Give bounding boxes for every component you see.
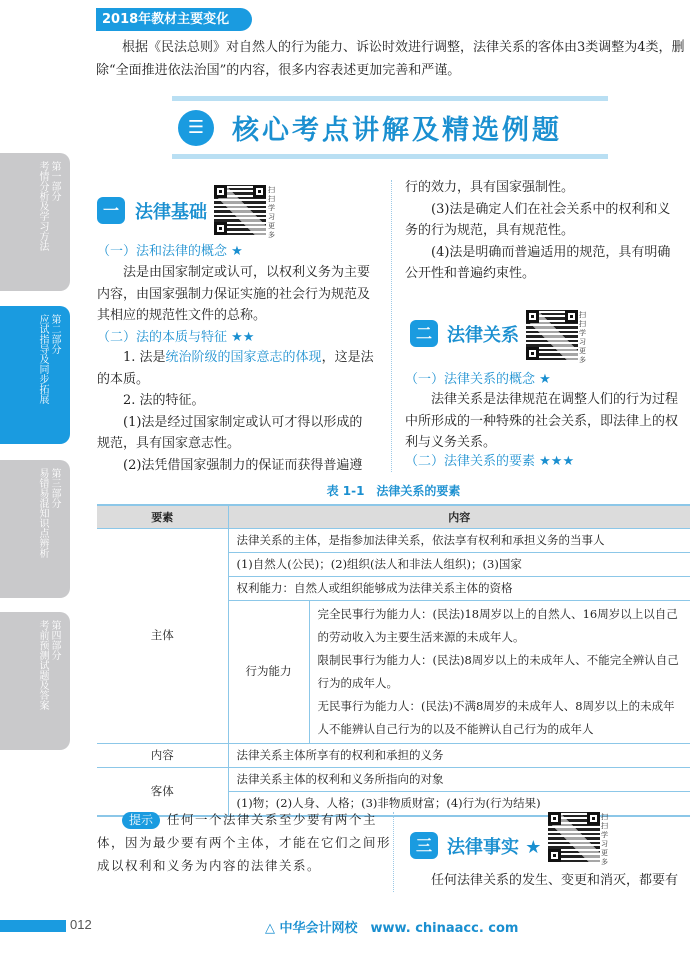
subheading: （二）法的本质与特征 ★★: [97, 330, 255, 345]
subheading: （二）法律关系的要素 ★★★: [405, 454, 575, 469]
paragraph-line: 内容，由国家强制力保证实施的社会行为规范及: [97, 286, 371, 302]
paragraph-line: [97, 347, 374, 369]
main-title: 核心考点讲解及精选例题: [232, 115, 562, 146]
footer-logo: [265, 917, 518, 936]
tab-name-label: 考情分析及学习方法: [37, 161, 48, 251]
tip-line: 任何一个法律关系至少要有两个主: [167, 812, 378, 827]
paragraph-line: 法是由国家制定或认可，以权利义务为主要: [123, 265, 371, 280]
table-cell: 权利能力：自然人或组织能够成为法律关系主体的资格: [228, 576, 690, 600]
tab-name-label: 应试指导及同步拓展: [37, 314, 48, 404]
title-top-rule: [172, 96, 608, 101]
changes-banner: 2018年教材主要变化: [96, 8, 252, 31]
scroll-doc-icon: ☰: [178, 110, 214, 146]
paragraph-line: 务的行为规范，具有规范性。: [405, 223, 575, 238]
paragraph-line: 的本质。: [97, 371, 150, 387]
table-header-row: [97, 505, 690, 528]
paragraph-line: 2. 法的特征。: [123, 393, 205, 408]
qr-caption: 扫扫学习更多: [601, 813, 608, 866]
row-label: 主体: [97, 528, 228, 743]
qr-code[interactable]: [526, 310, 578, 360]
row-label: 客体: [97, 767, 228, 816]
section-number-badge: 三: [410, 832, 438, 859]
logo-text: 中华会计网校 www. chinaacc. com: [279, 921, 519, 936]
tab-part-label: 第二部分: [49, 314, 60, 354]
text: ，这是法: [321, 350, 374, 365]
table-cell: 法律关系的主体，是指参加法律关系，依法享有权利和承担义务的当事人: [228, 528, 690, 552]
paragraph-line: 行的效力，具有国家强制性。: [405, 180, 575, 195]
qr-code[interactable]: [548, 812, 600, 862]
tip-line: 成以权利和义务为内容的法律关系。: [97, 858, 322, 873]
paragraph-line: 其相应的规范性文件的总称。: [97, 308, 267, 323]
paragraph-line: (4)法是明确而普遍适用的规范，具有明确: [431, 244, 671, 260]
title-bottom-rule: [172, 154, 608, 159]
qr-caption: 扫扫学习更多: [579, 311, 586, 364]
table-row: [97, 528, 690, 552]
section-number-badge: 一: [97, 197, 125, 224]
page-number: 012: [70, 917, 92, 932]
paragraph-line: (2)法凭借国家强制力的保证而获得普遍遵: [123, 457, 363, 473]
text: 1. 法是: [123, 350, 166, 365]
tab-part-4[interactable]: [0, 612, 70, 750]
table-caption: 表 1-1 法律关系的要素: [326, 484, 461, 498]
section-number-badge: 二: [410, 320, 438, 347]
highlight-text: 统治阶级的国家意志的体现: [165, 350, 322, 365]
tab-name-label: 易错易混知识点辨析: [37, 468, 48, 558]
intro-paragraph: 根据《民法总则》对自然人的行为能力、诉讼时效进行调整，法律关系的客体由3类调整为4类，删除“全面推进依法治国”的内容，很多内容表述更加完善和严谨。: [96, 40, 685, 78]
table-cell: (1)自然人(公民)；(2)组织(法人和非法人组织)；(3)国家: [228, 552, 690, 576]
table-cell: (1)物；(2)人身、人格；(3)非物质财富；(4)行为(行为结果): [228, 791, 690, 816]
column-header: 要素: [97, 505, 228, 528]
paragraph-line: 中所形成的一种特殊的社会关系，即法律上的权: [405, 413, 679, 429]
qr-code[interactable]: [214, 185, 266, 235]
table-row: [97, 767, 690, 791]
tab-part-3[interactable]: [0, 460, 70, 598]
table-cell-line: 限制民事行为能力人：(民法)8周岁以上的未成年人、不能完全辨认自己行为的成年人。: [317, 652, 679, 690]
subheading: （一）法和法律的概念 ★: [97, 244, 243, 259]
table-row: [97, 743, 690, 767]
paragraph-line: 利与义务关系。: [405, 435, 497, 450]
logo-icon: △: [265, 921, 275, 936]
row-label: 行为能力: [228, 600, 309, 743]
law-relation-table: [97, 504, 690, 817]
paragraph-line: 规范，具有国家意志性。: [97, 436, 241, 451]
qr-caption: 扫扫学习更多: [268, 186, 275, 239]
column-header: 内容: [228, 505, 690, 528]
paragraph-line: 任何法律关系的发生、变更和消灭，都要有: [431, 873, 679, 888]
table-cell-line: 无民事行为能力人：(民法)不满8周岁的未成年人、8周岁以上的未成年人不能辨认自己行为的以及不能辨认自己行为的成年人: [317, 698, 675, 736]
tip-line: 体，因为最少要有两个主体，才能在它们之间形: [97, 835, 392, 850]
tab-part-label: 第一部分: [49, 161, 60, 201]
section-title: 法律事实 ★: [447, 837, 542, 858]
tab-part-2[interactable]: [0, 306, 70, 444]
table-cell: 法律关系主体的权利和义务所指向的对象: [228, 767, 690, 791]
table-cell: 法律关系主体所享有的权利和承担的义务: [228, 743, 690, 767]
footer-bar: [0, 920, 66, 932]
row-label: 内容: [97, 743, 228, 767]
tip-badge: 提示: [122, 812, 160, 829]
tab-name-label: 考前预测试题及答案: [37, 620, 48, 710]
paragraph-line: (1)法是经过国家制定或认可才得以形成的: [123, 414, 363, 430]
tab-part-label: 第四部分: [49, 620, 60, 660]
section-title: 法律关系: [447, 325, 519, 346]
paragraph-line: (3)法是确定人们在社会关系中的权利和义: [431, 201, 671, 217]
section-title: 法律基础: [135, 202, 207, 223]
tab-part-label: 第三部分: [49, 468, 60, 508]
column-divider: [391, 180, 392, 472]
paragraph-line: 法律关系是法律规范在调整人们的行为过程: [431, 392, 679, 407]
tab-part-1[interactable]: [0, 153, 70, 291]
subheading: （一）法律关系的概念 ★: [405, 372, 551, 387]
paragraph-line: 公开性和普遍约束性。: [405, 266, 536, 281]
column-divider: [393, 812, 394, 892]
table-cell-line: 完全民事行为能力人：(民法)18周岁以上的自然人、16周岁以上以自己的劳动收入为主要生活来源的未成年人。: [317, 606, 678, 644]
